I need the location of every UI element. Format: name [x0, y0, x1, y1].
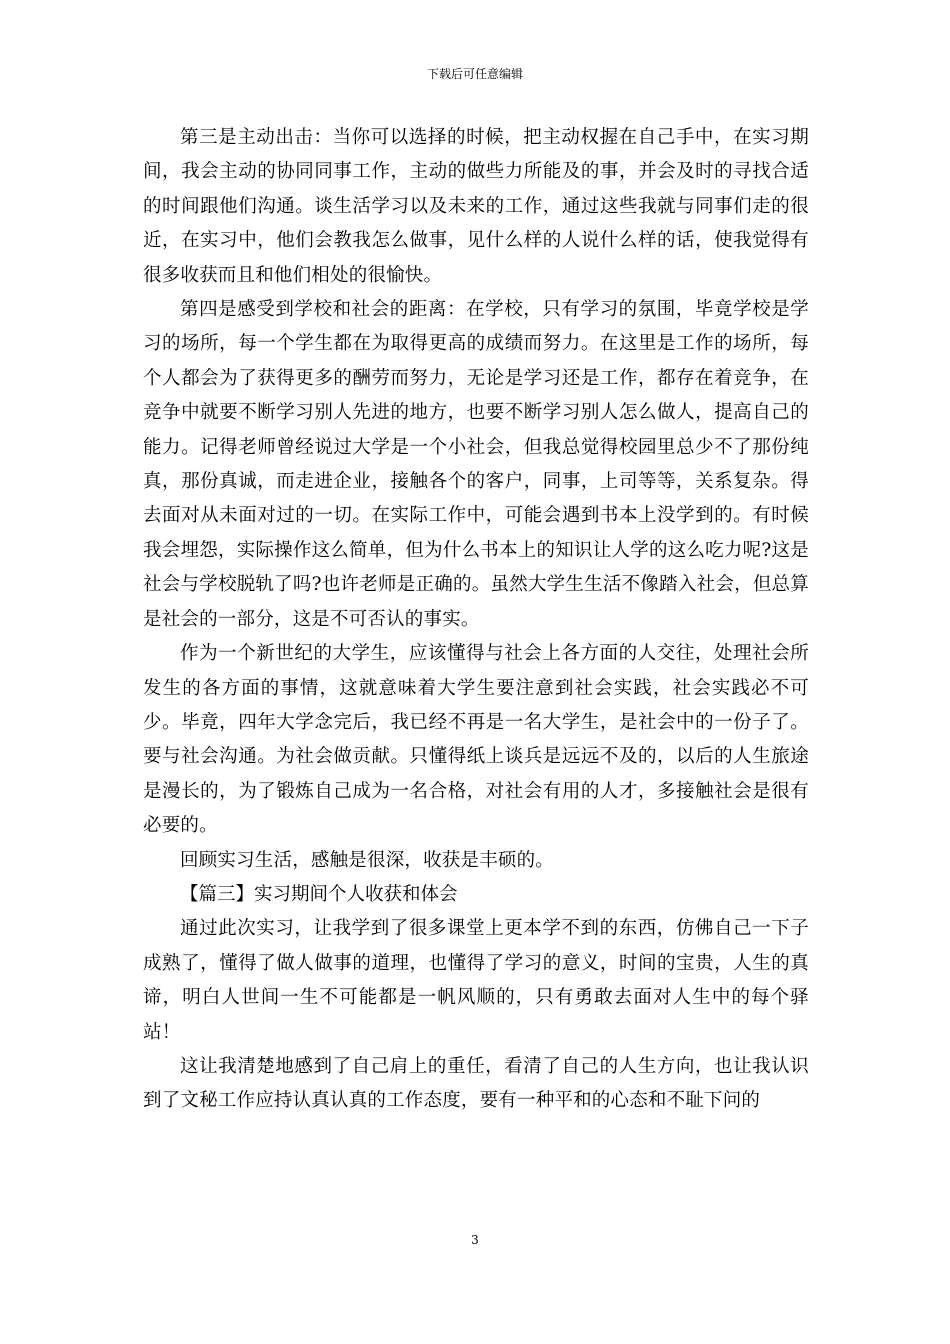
- page-header: 下载后可任意编辑: [426, 67, 523, 81]
- paragraph-4: 回顾实习生活，感触是很深，收获是丰硕的。: [180, 849, 555, 871]
- page-number: 3: [471, 1233, 479, 1247]
- paragraph-2: 第四是感受到学校和社会的距离：在学校，只有学习的氛围，毕竟学校是学习的场所，每一个学生都在为取得更高的成绩而努力。在这里是工作的场所，每个人都会为了获得更多的酬劳而努力，无论是学习还是工作，都存在着竞争，在竞争中就要不断学习别人先进的地方，也要不断学习别人怎么做人，提高自己的能力。记得老师曾经说过大学是一个小社会，但我总觉得校园里总少不了那份纯真，那份真诚，而走进企业，接触各个的客户，同事，上司等等，关系复杂。得去面对从未面对过的一切。在实际工作中，可能会遇到书本上没学到的。有时候我会埋怨，实际操作这么简单，但为什么书本上的知识让人学的这么吃力呢?这是社会与学校脱轨了吗?也许老师是正确的。虽然大学生生活不像踏入社会，但总算是社会的一部分，这是不可否认的事实。: [143, 299, 809, 630]
- document-body: [143, 121, 809, 1119]
- paragraph-6: 这让我清楚地感到了自己肩上的重任，看清了自己的人生方向，也让我认识到了文秘工作应持认真认真的工作态度，要有一种平和的心态和不耻下问的: [143, 1055, 809, 1112]
- section-heading: 【篇三】实习期间个人收获和体会: [180, 883, 458, 905]
- paragraph-1: 第三是主动出击：当你可以选择的时候，把主动权握在自己手中，在实习期间，我会主动的协同同事工作，主动的做些力所能及的事，并会及时的寻找合适的时间跟他们沟通。谈生活学习以及未来的工作，通过这些我就与同事们走的很近，在实习中，他们会教我怎么做事，见什么样的人说什么样的话，使我觉得有很多收获而且和他们相处的很愉快。: [143, 127, 809, 286]
- paragraph-3: 作为一个新世纪的大学生，应该懂得与社会上各方面的人交往，处理社会所发生的各方面的事情，这就意味着大学生要注意到社会实践，社会实践必不可少。毕竟，四年大学念完后，我已经不再是一名大学生，是社会中的一份子了。要与社会沟通。为社会做贡献。只懂得纸上谈兵是远远不及的，以后的人生旅途是漫长的，为了锻炼自己成为一名合格，对社会有用的人才，多接触社会是很有必要的。: [143, 643, 809, 837]
- paragraph-5: 通过此次实习，让我学到了很多课堂上更本学不到的东西，仿佛自己一下子成熟了，懂得了做人做事的道理，也懂得了学习的意义，时间的宝贵，人生的真谛，明白人世间一生不可能都是一帆风顺的，只有勇敢去面对人生中的每个驿站！: [143, 918, 809, 1043]
